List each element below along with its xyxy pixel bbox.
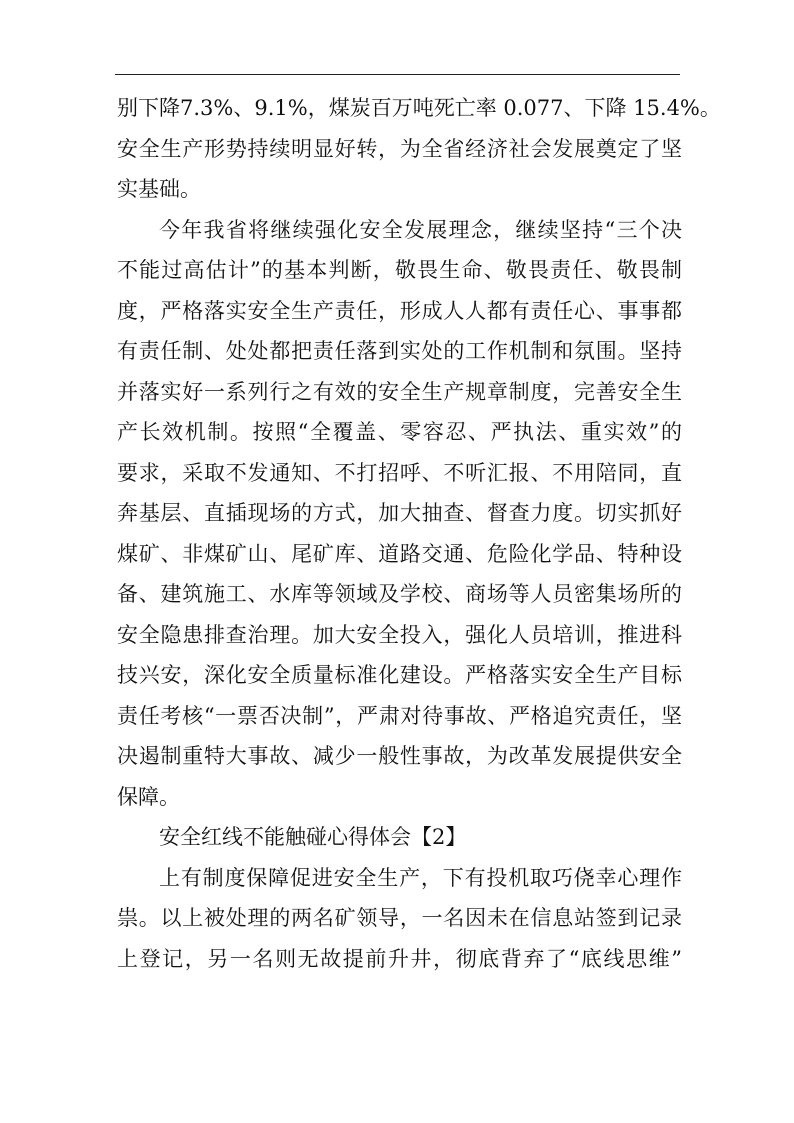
- body-text-line: 别下降7.3%、9.1%，煤炭百万吨死亡率 0.077、下降 15.4%。: [117, 96, 721, 120]
- section-heading: 安全红线不能触碰心得体会【2】: [159, 825, 467, 849]
- body-text-line: 不能过高估计”的基本判断，敬畏生命、敬畏责任、敬畏制: [117, 258, 682, 282]
- body-text-line: 今年我省将继续强化安全发展理念，继续坚持“三个决: [159, 217, 682, 242]
- body-text-line: 度，严格落实安全生产责任，形成人人都有责任心、事事都: [117, 298, 682, 323]
- body-text-line: 责任考核“一票否决制”，严肃对待事故、严格追究责任，坚: [117, 703, 682, 728]
- body-text-line: 安全隐患排查治理。加大安全投入，强化人员培训，推进科: [117, 622, 682, 647]
- body-text-line: 保障。: [117, 784, 180, 809]
- body-text-line: 产长效机制。按照“全覆盖、零容忍、严执法、重实效”的: [117, 420, 682, 444]
- body-text-line: 有责任制、处处都把责任落到实处的工作机制和氛围。坚持: [117, 339, 682, 363]
- body-text-line: 奔基层、直插现场的方式，加大抽查、督查力度。切实抓好: [117, 501, 682, 525]
- body-text-line: 祟。以上被处理的两名矿领导，一名因未在信息站签到记录: [117, 906, 682, 930]
- document-body: [117, 88, 721, 979]
- header-rule: [115, 74, 680, 75]
- body-text-line: 并落实好一系列行之有效的安全生产规章制度，完善安全生: [117, 379, 682, 404]
- body-text-line: 煤矿、非煤矿山、尾矿库、道路交通、危险化学品、特种设: [117, 541, 682, 566]
- body-text-line: 要求，采取不发通知、不打招呼、不听汇报、不用陪同，直: [117, 460, 682, 485]
- body-text-line: 技兴安，深化安全质量标准化建设。严格落实安全生产目标: [117, 663, 682, 687]
- body-text-line: 决遏制重特大事故、减少一般性事故，为改革发展提供安全: [117, 744, 682, 768]
- body-text-line: 上登记，另一名则无故提前升井，彻底背弃了“底线思维”: [117, 946, 682, 971]
- body-text-line: 实基础。: [117, 177, 201, 201]
- body-text-line: 安全生产形势持续明显好转，为全省经济社会发展奠定了坚: [117, 136, 682, 161]
- body-text-line: 上有制度保障促进安全生产，下有投机取巧侥幸心理作: [159, 865, 682, 890]
- body-text-line: 备、建筑施工、水库等领域及学校、商场等人员密集场所的: [117, 582, 682, 606]
